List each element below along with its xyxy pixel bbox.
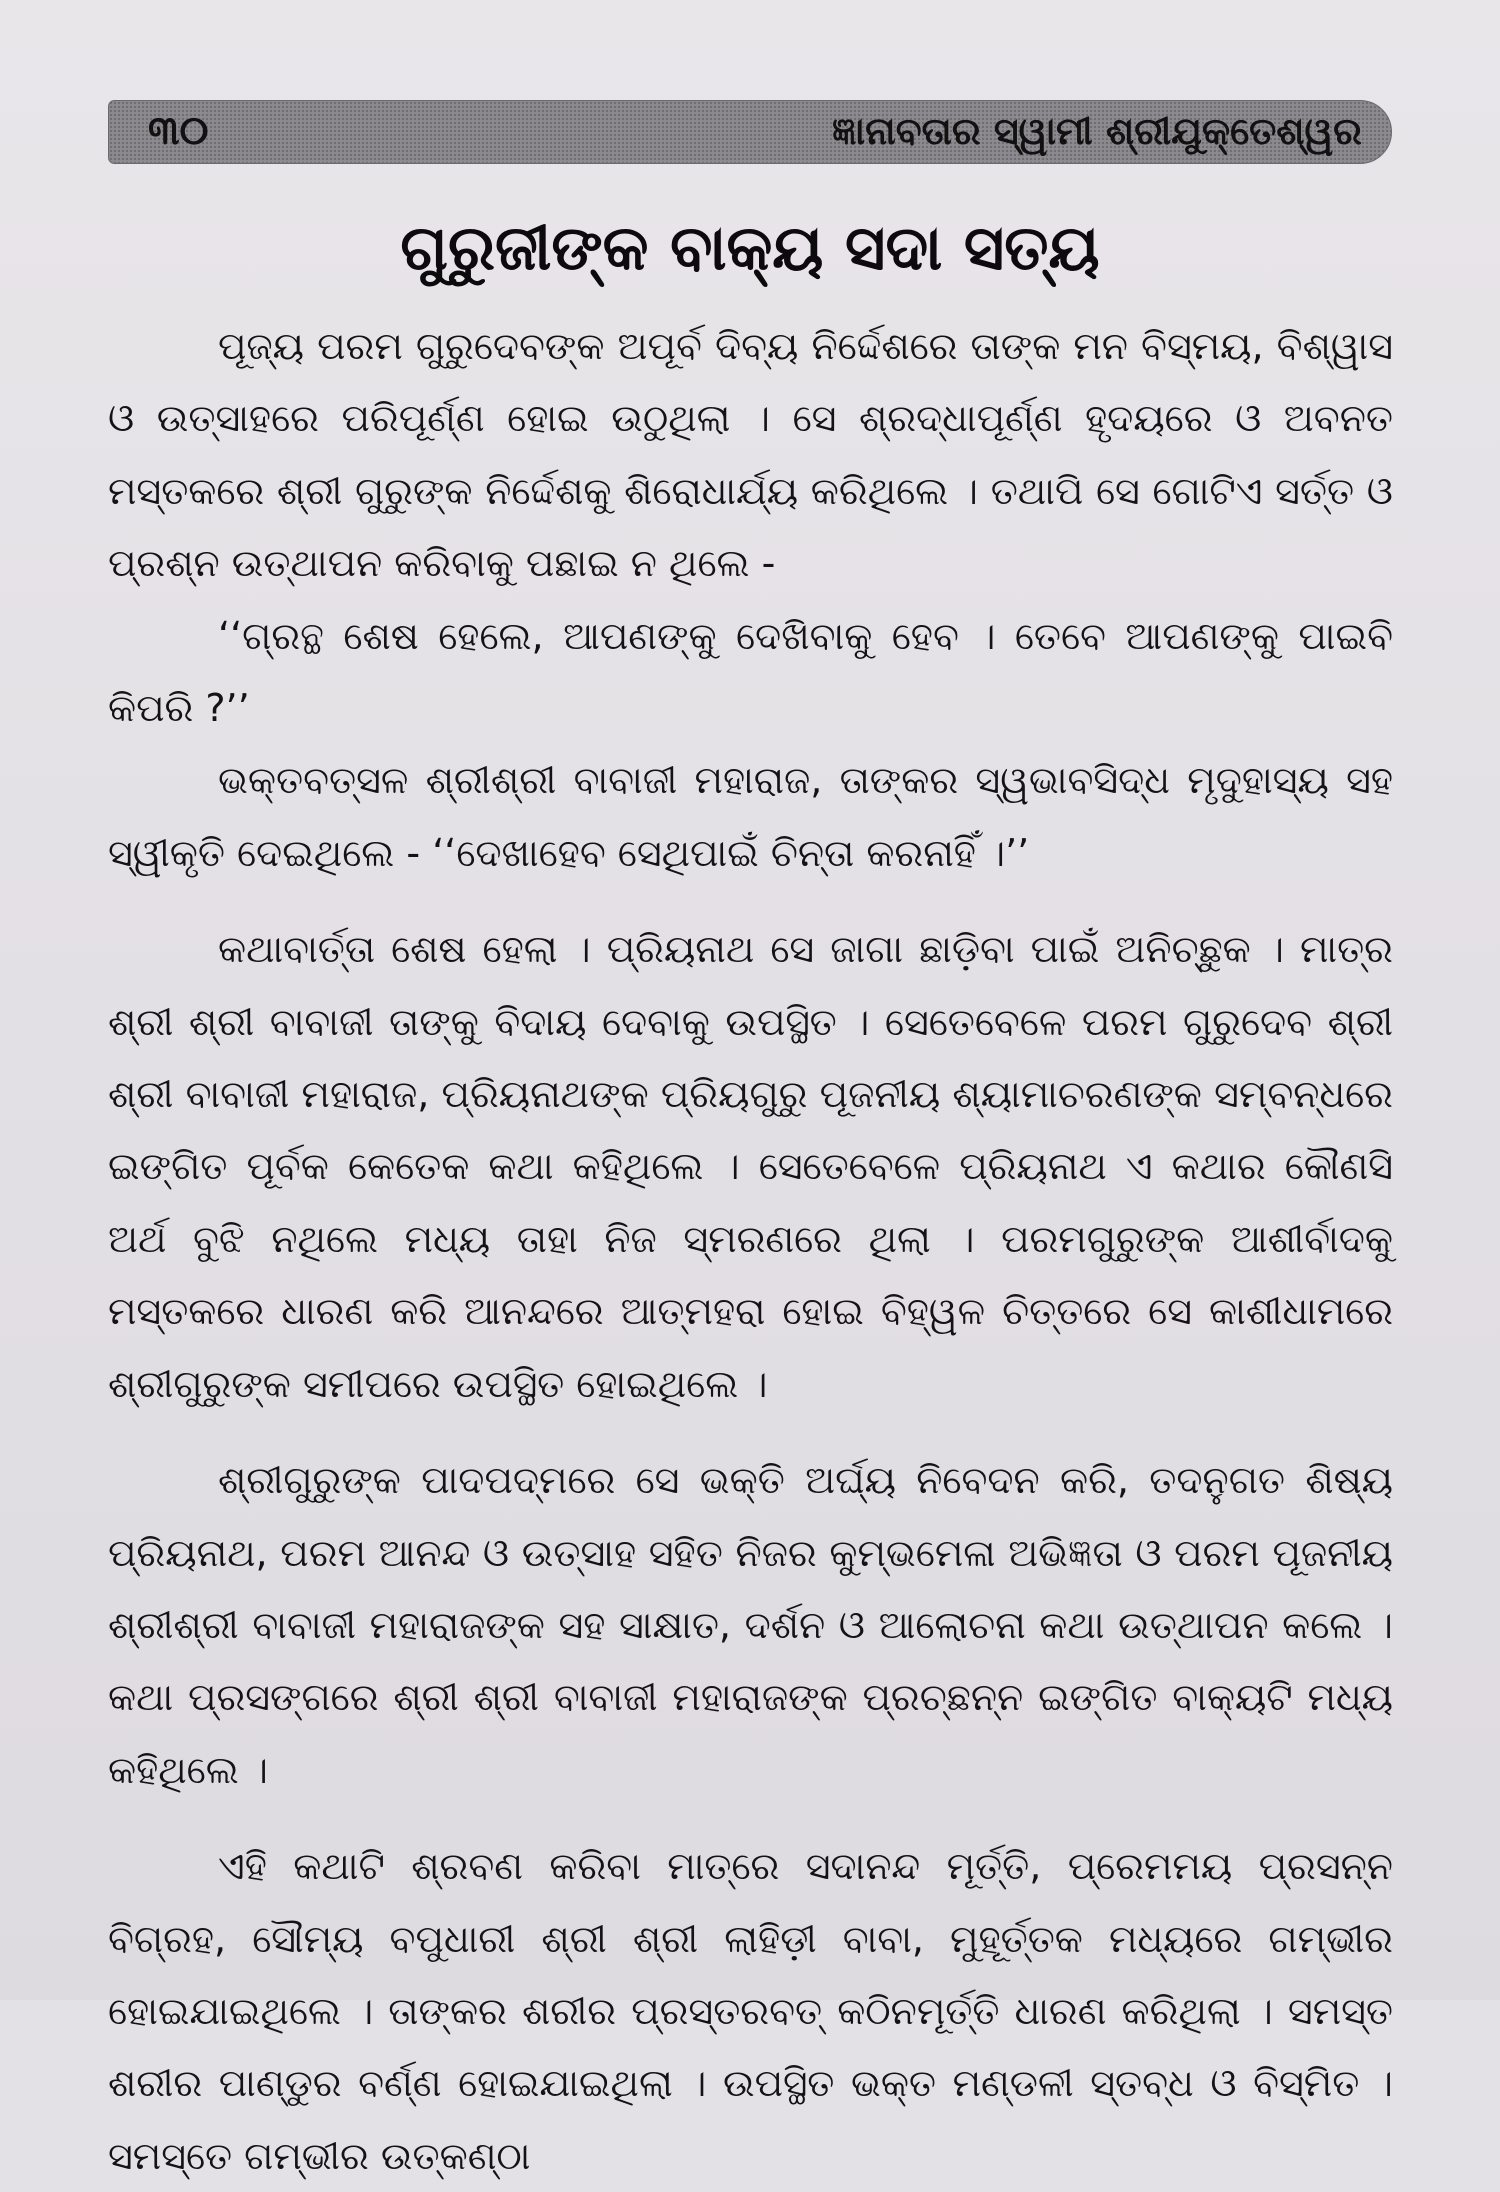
paragraph: ପୂଜ୍ୟ ପରମ ଗୁରୁଦେବଙ୍କ ଅପୂର୍ବ ଦିବ୍ୟ ନିର୍ଦ୍ଦେଶରେ ତାଙ୍କ ମନ ବିସ୍ମୟ, ବିଶ୍ୱାସ ଓ ଉତ୍ସାହରେ ପରିପୂର୍ଣ୍ଣ ହୋଇ ଉଠୁଥିଲା । ସେ ଶ୍ରଦ୍ଧାପୂର୍ଣ୍ଣ ହୃଦୟରେ ଓ ଅବନତ ମସ୍ତକରେ ଶ୍ରୀ ଗୁରୁଙ୍କ ନିର୍ଦ୍ଦେଶକୁ ଶିରୋଧାର୍ଯ୍ୟ କରିଥିଲେ । ତଥାପି ସେ ଗୋଟିଏ ସର୍ତ୍ତ ଓ ପ୍ରଶ୍ନ ଉତ୍‌ଥାପନ କରିବାକୁ ପଛାଇ ନ ଥିଲେ -: [108, 324, 1393, 586]
body-text: [108, 310, 1393, 2192]
paragraph: କଥାବାର୍ତ୍ତା ଶେଷ ହେଲା । ପ୍ରିୟନାଥ ସେ ଜାଗା ଛାଡ଼ିବା ପାଇଁ ଅନିଚ୍ଛୁକ । ମାତ୍ର ଶ୍ରୀ ଶ୍ରୀ ବାବାଜୀ ତାଙ୍କୁ ବିଦାୟ ଦେବାକୁ ଉପସ୍ଥିତ । ସେତେବେଳେ ପରମ ଗୁରୁଦେବ ଶ୍ରୀ ଶ୍ରୀ ବାବାଜୀ ମହାରାଜ, ପ୍ରିୟନାଥଙ୍କ ପ୍ରିୟଗୁରୁ ପୂଜନୀୟ ଶ୍ୟାମାଚରଣଙ୍କ ସମ୍ବନ୍ଧରେ ଇଙ୍ଗିତ ପୂର୍ବକ କେତେକ କଥା କହିଥିଲେ । ସେତେବେଳେ ପ୍ରିୟନାଥ ଏ କଥାର କୌଣସି ଅର୍ଥ ବୁଝି ନଥିଲେ ମଧ୍ୟ ତାହା ନିଜ ସ୍ମରଣରେ ଥିଲା । ପରମଗୁରୁଙ୍କ ଆଶୀର୍ବାଦକୁ ମସ୍ତକରେ ଧାରଣ କରି ଆନନ୍ଦରେ ଆତ୍ମହରା ହୋଇ ବିହ୍ୱଳ ଚିତ୍ତରେ ସେ କାଶୀଧାମରେ ଶ୍ରୀଗୁରୁଙ୍କ ସମୀପରେ ଉପସ୍ଥିତ ହୋଇଥିଲେ ।: [108, 927, 1393, 1406]
paragraph: ‘‘ଗ୍ରନ୍ଥ ଶେଷ ହେଲେ, ଆପଣଙ୍କୁ ଦେଖିବାକୁ ହେବ । ତେବେ ଆପଣଙ୍କୁ ପାଇବି କିପରି ?’’: [108, 613, 1393, 731]
page-number: ୩୦: [148, 108, 209, 154]
paragraph: ଏହି କଥାଟି ଶ୍ରବଣ କରିବା ମାତ୍ରେ ସଦାନନ୍ଦ ମୂର୍ତ୍ତି, ପ୍ରେମମୟ ପ୍ରସନ୍ନ ବିଗ୍ରହ, ସୌମ୍ୟ ବପୁଧାରୀ ଶ୍ରୀ ଶ୍ରୀ ଲାହିଡ଼ୀ ବାବା, ମୁହୂର୍ତ୍ତକ ମଧ୍ୟରେ ଗମ୍ଭୀର ହୋଇଯାଇଥିଲେ । ତାଙ୍କର ଶରୀର ପ୍ରସ୍ତରବତ୍ କଠିନମୂର୍ତ୍ତି ଧାରଣ କରିଥିଲା । ସମସ୍ତ ଶରୀର ପାଣ୍ଡୁର ବର୍ଣ୍ଣ ହୋଇଯାଇଥିଲା । ଉପସ୍ଥିତ ଭକ୍ତ ମଣ୍ଡଳୀ ସ୍ତବ୍ଧ ଓ ବିସ୍ମିତ । ସମସ୍ତେ ଗମ୍ଭୀର ଉତ୍କଣ୍ଠା: [108, 1844, 1393, 2178]
paragraph: ଭକ୍ତବତ୍ସଳ ଶ୍ରୀଶ୍ରୀ ବାବାଜୀ ମହାରାଜ, ତାଙ୍କର ସ୍ୱଭାବସିଦ୍ଧ ମୃଦୁହାସ୍ୟ ସହ ସ୍ୱୀକୃତି ଦେଇଥିଲେ - ‘‘ଦେଖାହେବ ସେଥିପାଇଁ ଚିନ୍ତା କରନାହିଁ ।’’: [108, 758, 1393, 875]
chapter-title: ଗୁରୁଜୀଙ୍କ ବାକ୍ୟ ସଦା ସତ୍ୟ: [400, 211, 1100, 284]
book-title: ଜ୍ଞାନାବତାର ସ୍ୱାମୀ ଶ୍ରୀଯୁକ୍ତେଶ୍ୱର: [832, 109, 1362, 153]
paragraph: ଶ୍ରୀଗୁରୁଙ୍କ ପାଦପଦ୍ମରେ ସେ ଭକ୍ତି ଅର୍ଘ୍ୟ ନିବେଦନ କରି, ତଦନୁଗତ ଶିଷ୍ୟ ପ୍ରିୟନାଥ, ପରମ ଆନନ୍ଦ ଓ ଉତ୍ସାହ ସହିତ ନିଜର କୁମ୍ଭମେଳା ଅଭିଜ୍ଞତା ଓ ପରମ ପୂଜନୀୟ ଶ୍ରୀଶ୍ରୀ ବାବାଜୀ ମହାରାଜଙ୍କ ସହ ସାକ୍ଷାତ, ଦର୍ଶନ ଓ ଆଲୋଚନା କଥା ଉତ୍‌ଥାପନ କଲେ । କଥା ପ୍ରସଙ୍ଗରେ ଶ୍ରୀ ଶ୍ରୀ ବାବାଜୀ ମହାରାଜଙ୍କ ପ୍ରଚ୍ଛନ୍ନ ଇଙ୍ଗିତ ବାକ୍ୟଟି ମଧ୍ୟ କହିଥିଲେ ।: [108, 1458, 1393, 1792]
